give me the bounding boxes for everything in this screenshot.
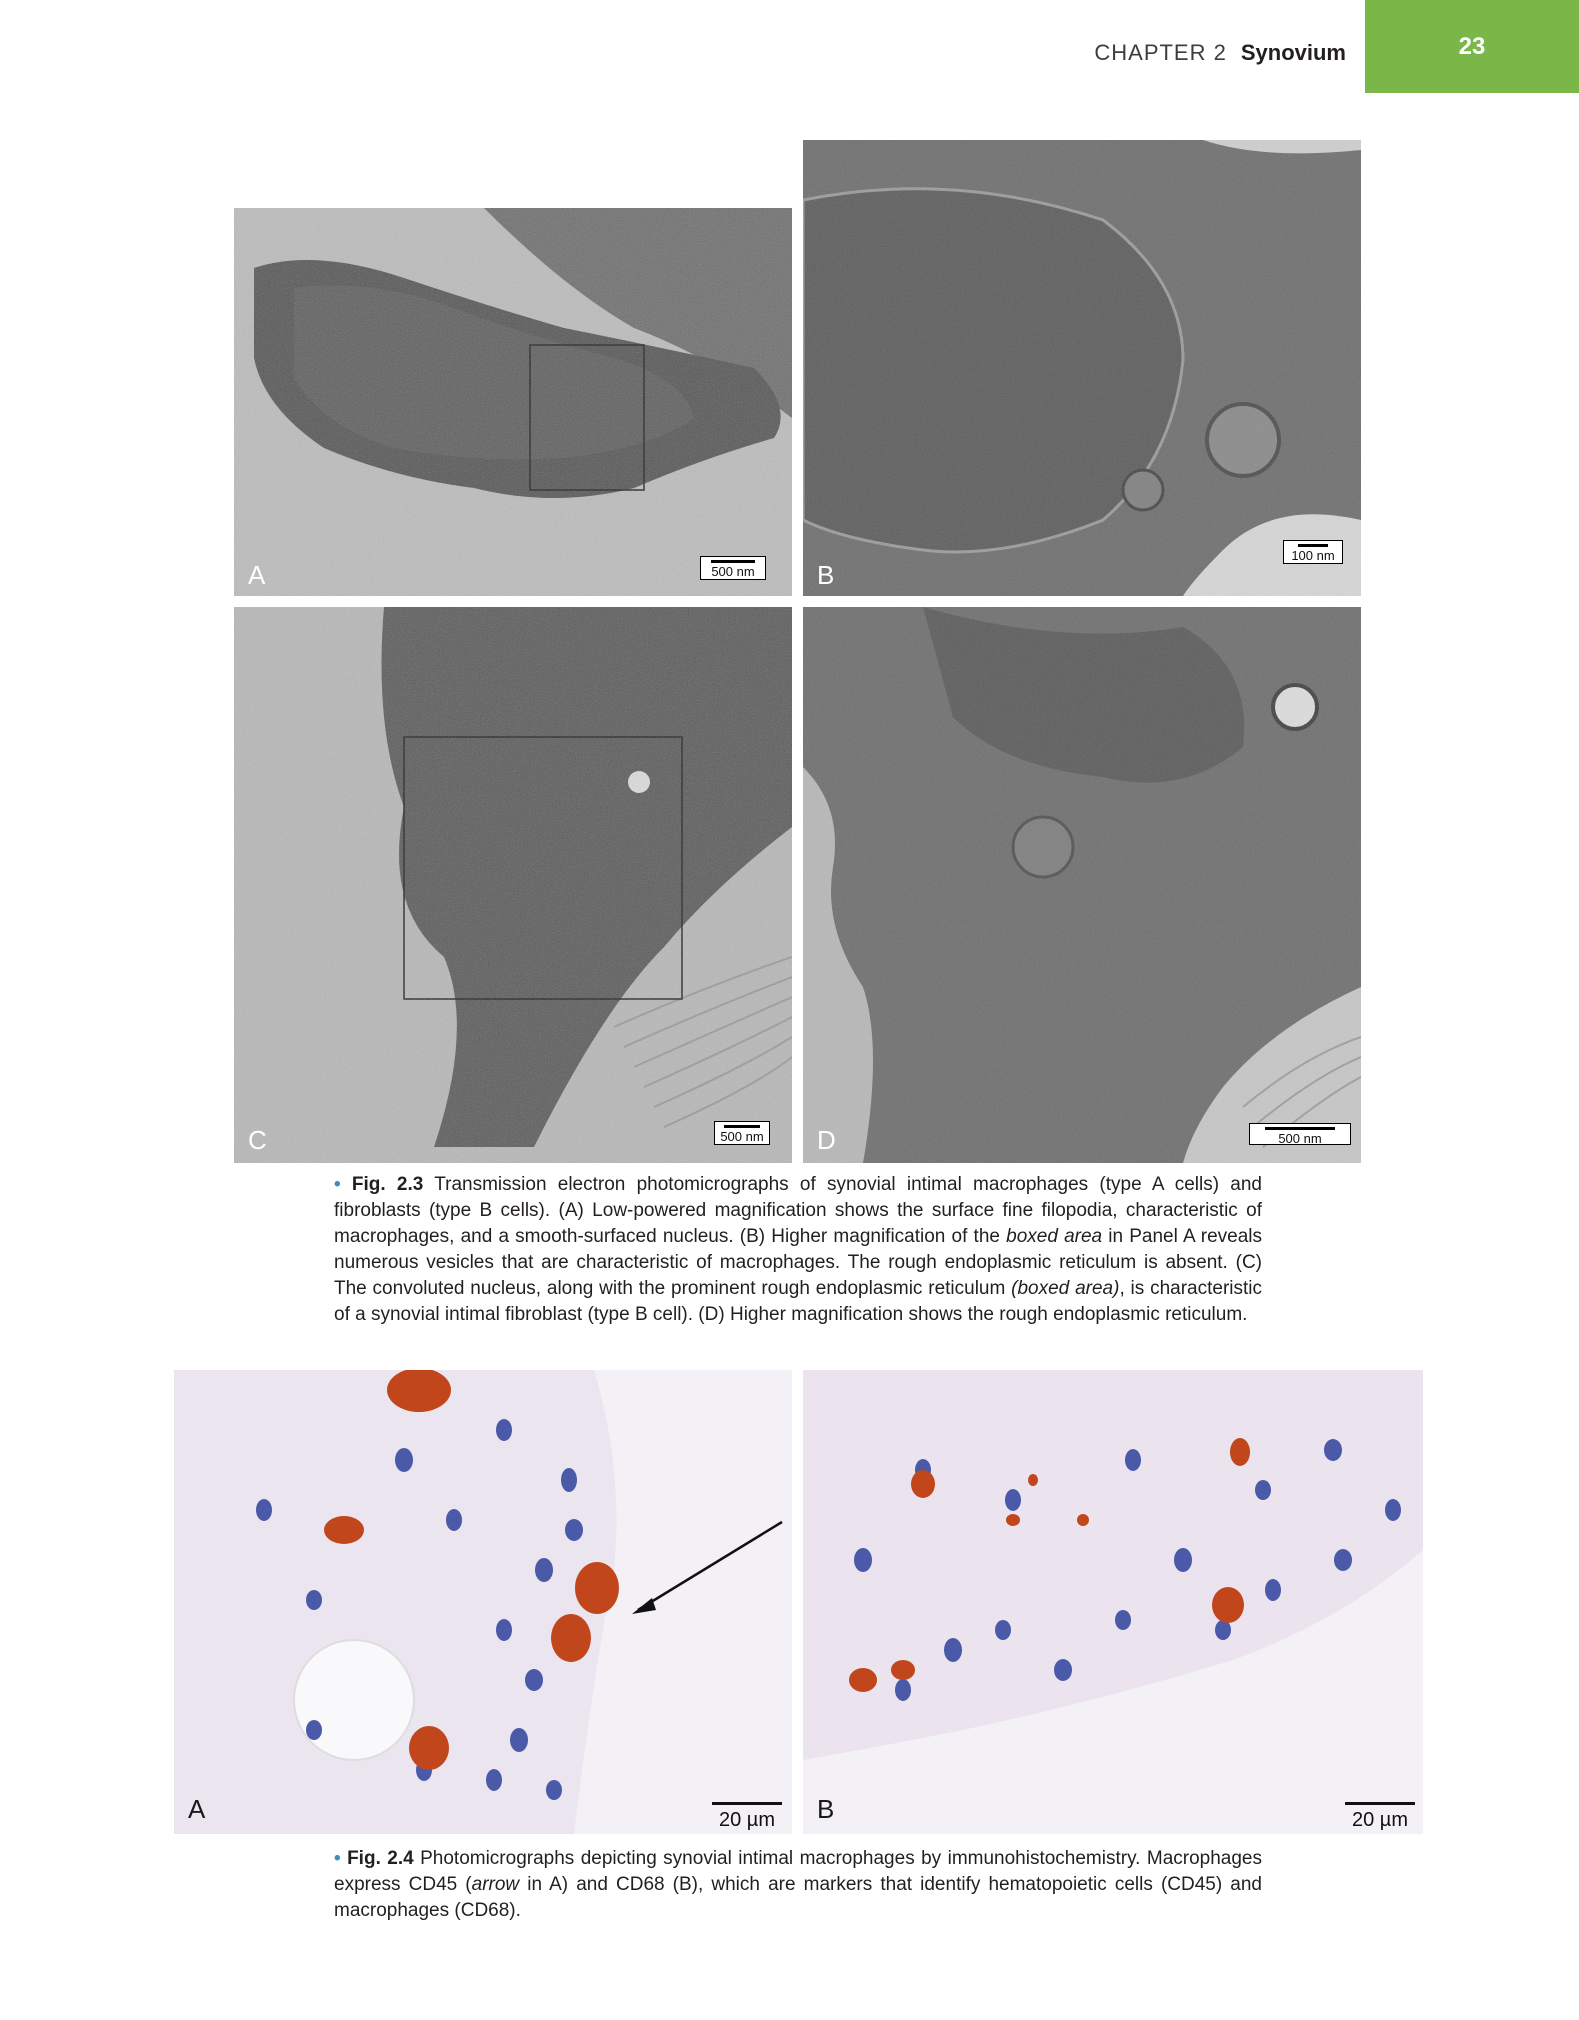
em-micrograph-d-icon <box>803 607 1361 1163</box>
panel-letter: D <box>817 1125 836 1155</box>
scale-label: 100 nm <box>1291 548 1335 563</box>
scale-bar <box>714 1121 770 1145</box>
scale-bar <box>1249 1123 1351 1145</box>
fig-2-4-panel-a <box>174 1370 792 1834</box>
caption-italic: (boxed area) <box>1011 1278 1120 1299</box>
em-micrograph-c-icon <box>234 607 792 1163</box>
fig-2-3-panel-d <box>803 607 1361 1163</box>
caption-bullet: • <box>334 1174 341 1195</box>
caption-text: , is characteristic of a synovial intimal fibroblast (type B cell). (D) Higher magnification shows the rough endoplasmic reticulum. <box>334 1278 1263 1325</box>
fig-2-3-panel-c <box>234 607 792 1163</box>
fig-2-3-panel-a <box>234 208 792 596</box>
scale-bar <box>700 556 766 580</box>
caption-italic: arrow <box>471 1874 520 1895</box>
figure-2-4-caption <box>334 1846 1262 1924</box>
scale-label: 20 µm <box>719 1809 775 1831</box>
panel-letter: C <box>248 1125 267 1155</box>
scale-label: 500 nm <box>720 1129 764 1144</box>
scale-label: 500 nm <box>711 564 755 579</box>
fig-2-4-panel-b <box>803 1370 1423 1834</box>
panel-letter: A <box>188 1794 206 1824</box>
em-micrograph-b-icon <box>803 140 1361 596</box>
chapter-heading <box>1094 40 1346 66</box>
scale-label: 500 nm <box>1278 1131 1322 1146</box>
scale-label: 20 µm <box>1352 1809 1408 1831</box>
scale-bar <box>712 1802 782 1832</box>
caption-figure-label: Fig. 2.3 <box>351 1174 424 1195</box>
panel-letter: B <box>817 560 835 590</box>
ihc-micrograph-b-icon <box>803 1370 1423 1834</box>
chapter-label: CHAPTER 2 <box>1094 40 1227 65</box>
figure-2-3-caption <box>334 1172 1262 1328</box>
caption-figure-label: Fig. 2.4 <box>347 1848 414 1869</box>
caption-text: in A) and CD68 (B), which are markers that identify hematopoietic cells (CD45) and macrophages (CD68). <box>334 1874 1262 1921</box>
em-micrograph-a-icon <box>234 208 792 596</box>
caption-bullet: • <box>334 1848 341 1869</box>
caption-italic: boxed area <box>1006 1226 1103 1247</box>
panel-letter: B <box>817 1794 835 1824</box>
scale-bar <box>1283 540 1343 564</box>
chapter-title: Synovium <box>1240 40 1346 65</box>
caption-text: in Panel A reveals numerous vesicles that are characteristic of macrophages. The rough endoplasmic reticulum is absent. (C) The convoluted nucleus, along with the prominent rough endoplasmic reticulum <box>334 1226 1262 1299</box>
panel-letter: A <box>248 560 266 590</box>
running-header <box>0 0 1579 93</box>
page-number-tab <box>1365 0 1579 93</box>
fig-2-3-panel-b <box>803 140 1361 596</box>
caption-text: Photomicrographs depicting synovial intimal macrophages by immunohistochemistry. Macrophages express CD45 ( <box>334 1848 1263 1895</box>
ihc-micrograph-a-icon <box>174 1370 792 1834</box>
page-number: 23 <box>1458 32 1486 60</box>
caption-text: Transmission electron photomicrographs of synovial intimal macrophages (type A cells) and fibroblasts (type B cells). (A) Low-powered magnification shows the surface fine filopodia, characteristic of macrophages, and a smooth-surfaced nucleus. (B) Higher magnification of the <box>334 1174 1262 1247</box>
scale-bar <box>1345 1802 1415 1832</box>
